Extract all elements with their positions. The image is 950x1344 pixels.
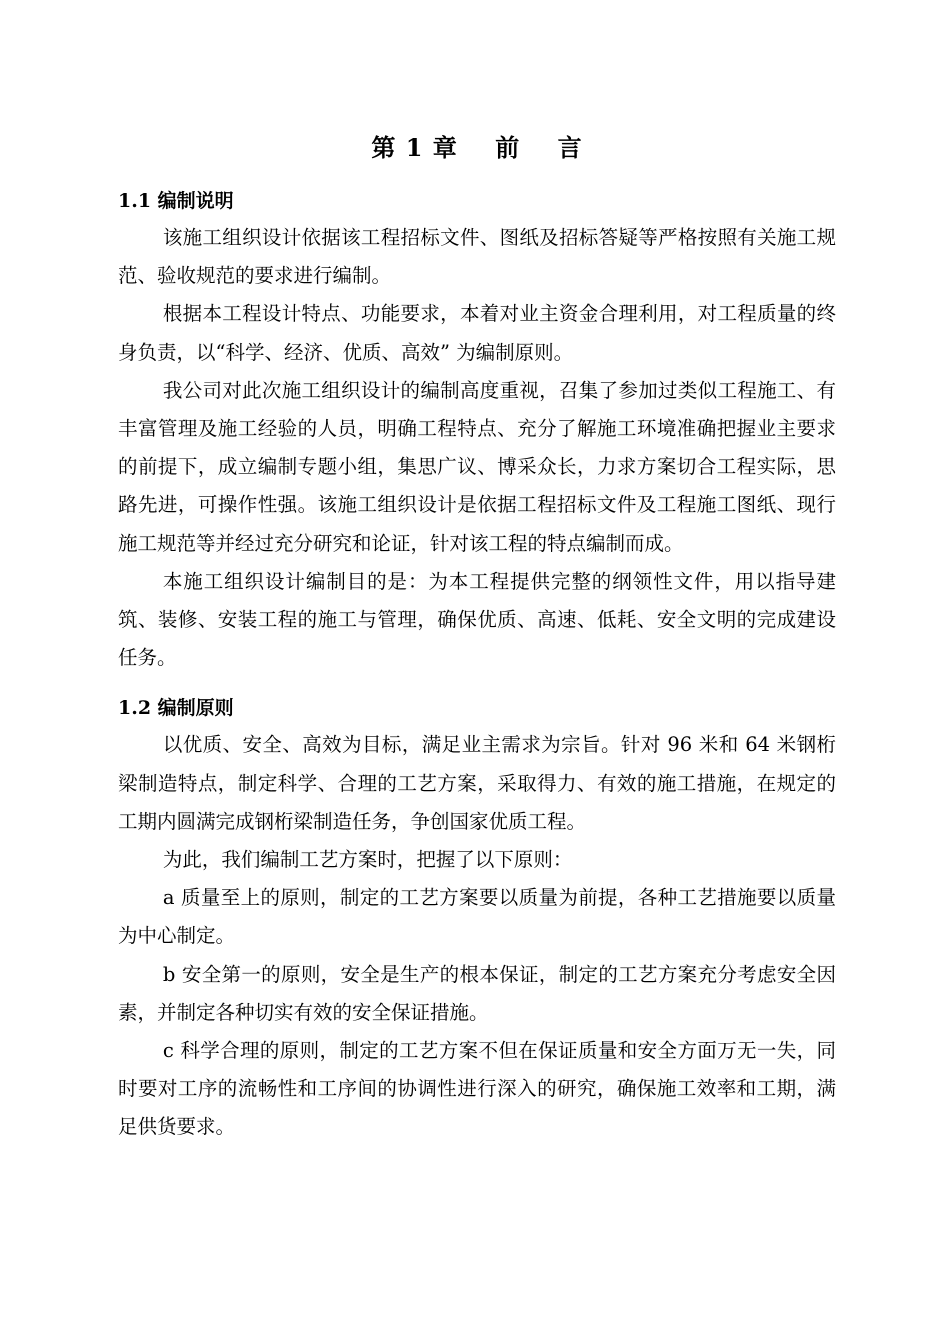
- page-content: [118, 128, 836, 1147]
- paragraph: 为此，我们编制工艺方案时，把握了以下原则：: [162, 848, 573, 872]
- paragraph: 本施工组织设计编制目的是：为本工程提供完整的纲领性文件，用以指导建筑、装修、安装工程的施工与管理，确保优质、高速、低耗、安全文明的完成建设任务。: [118, 569, 836, 670]
- paragraph-principle-a: a 质量至上的原则，制定的工艺方案要以质量为前提，各种工艺措施要以质量为中心制定。: [118, 886, 836, 948]
- paragraph: 根据本工程设计特点、功能要求，本着对业主资金合理利用，对工程质量的终身负责，以“科学、经济、优质、高效” 为编制原则。: [118, 302, 836, 364]
- paragraph: 以优质、安全、高效为目标，满足业主需求为宗旨。针对 96 米和 64 米钢桁梁制造特点，制定科学、合理的工艺方案，采取得力、有效的施工措施，在规定的工期内圆满完成钢桁梁制造任务，争创国家优质工程。: [118, 733, 836, 833]
- paragraph-principle-b: b 安全第一的原则，安全是生产的根本保证，制定的工艺方案充分考虑安全因素，并制定各种切实有效的安全保证措施。: [118, 962, 836, 1024]
- paragraph-principle-c: c 科学合理的原则，制定的工艺方案不但在保证质量和安全方面万无一失，同时要对工序的流畅性和工序间的协调性进行深入的研究，确保施工效率和工期，满足供货要求。: [118, 1039, 836, 1139]
- section-heading-1-2: 1.2 编制原则: [118, 697, 234, 720]
- section-heading-1-1: 1.1 编制说明: [118, 190, 234, 212]
- chapter-title: 第 1 章 前 言: [371, 133, 583, 162]
- paragraph: 该施工组织设计依据该工程招标文件、图纸及招标答疑等严格按照有关施工规范、验收规范的要求进行编制。: [118, 226, 836, 288]
- paragraph: 我公司对此次施工组织设计的编制高度重视，召集了参加过类似工程施工、有丰富管理及施工经验的人员，明确工程特点、充分了解施工环境准确把握业主要求的前提下，成立编制专题小组，集思广议、博采众长，力求方案切合工程实际，思路先进，可操作性强。该施工组织设计是依据工程招标文件及工程施工图纸、现行施工规范等并经过充分研究和论证，针对该工程的特点编制而成。: [118, 378, 836, 555]
